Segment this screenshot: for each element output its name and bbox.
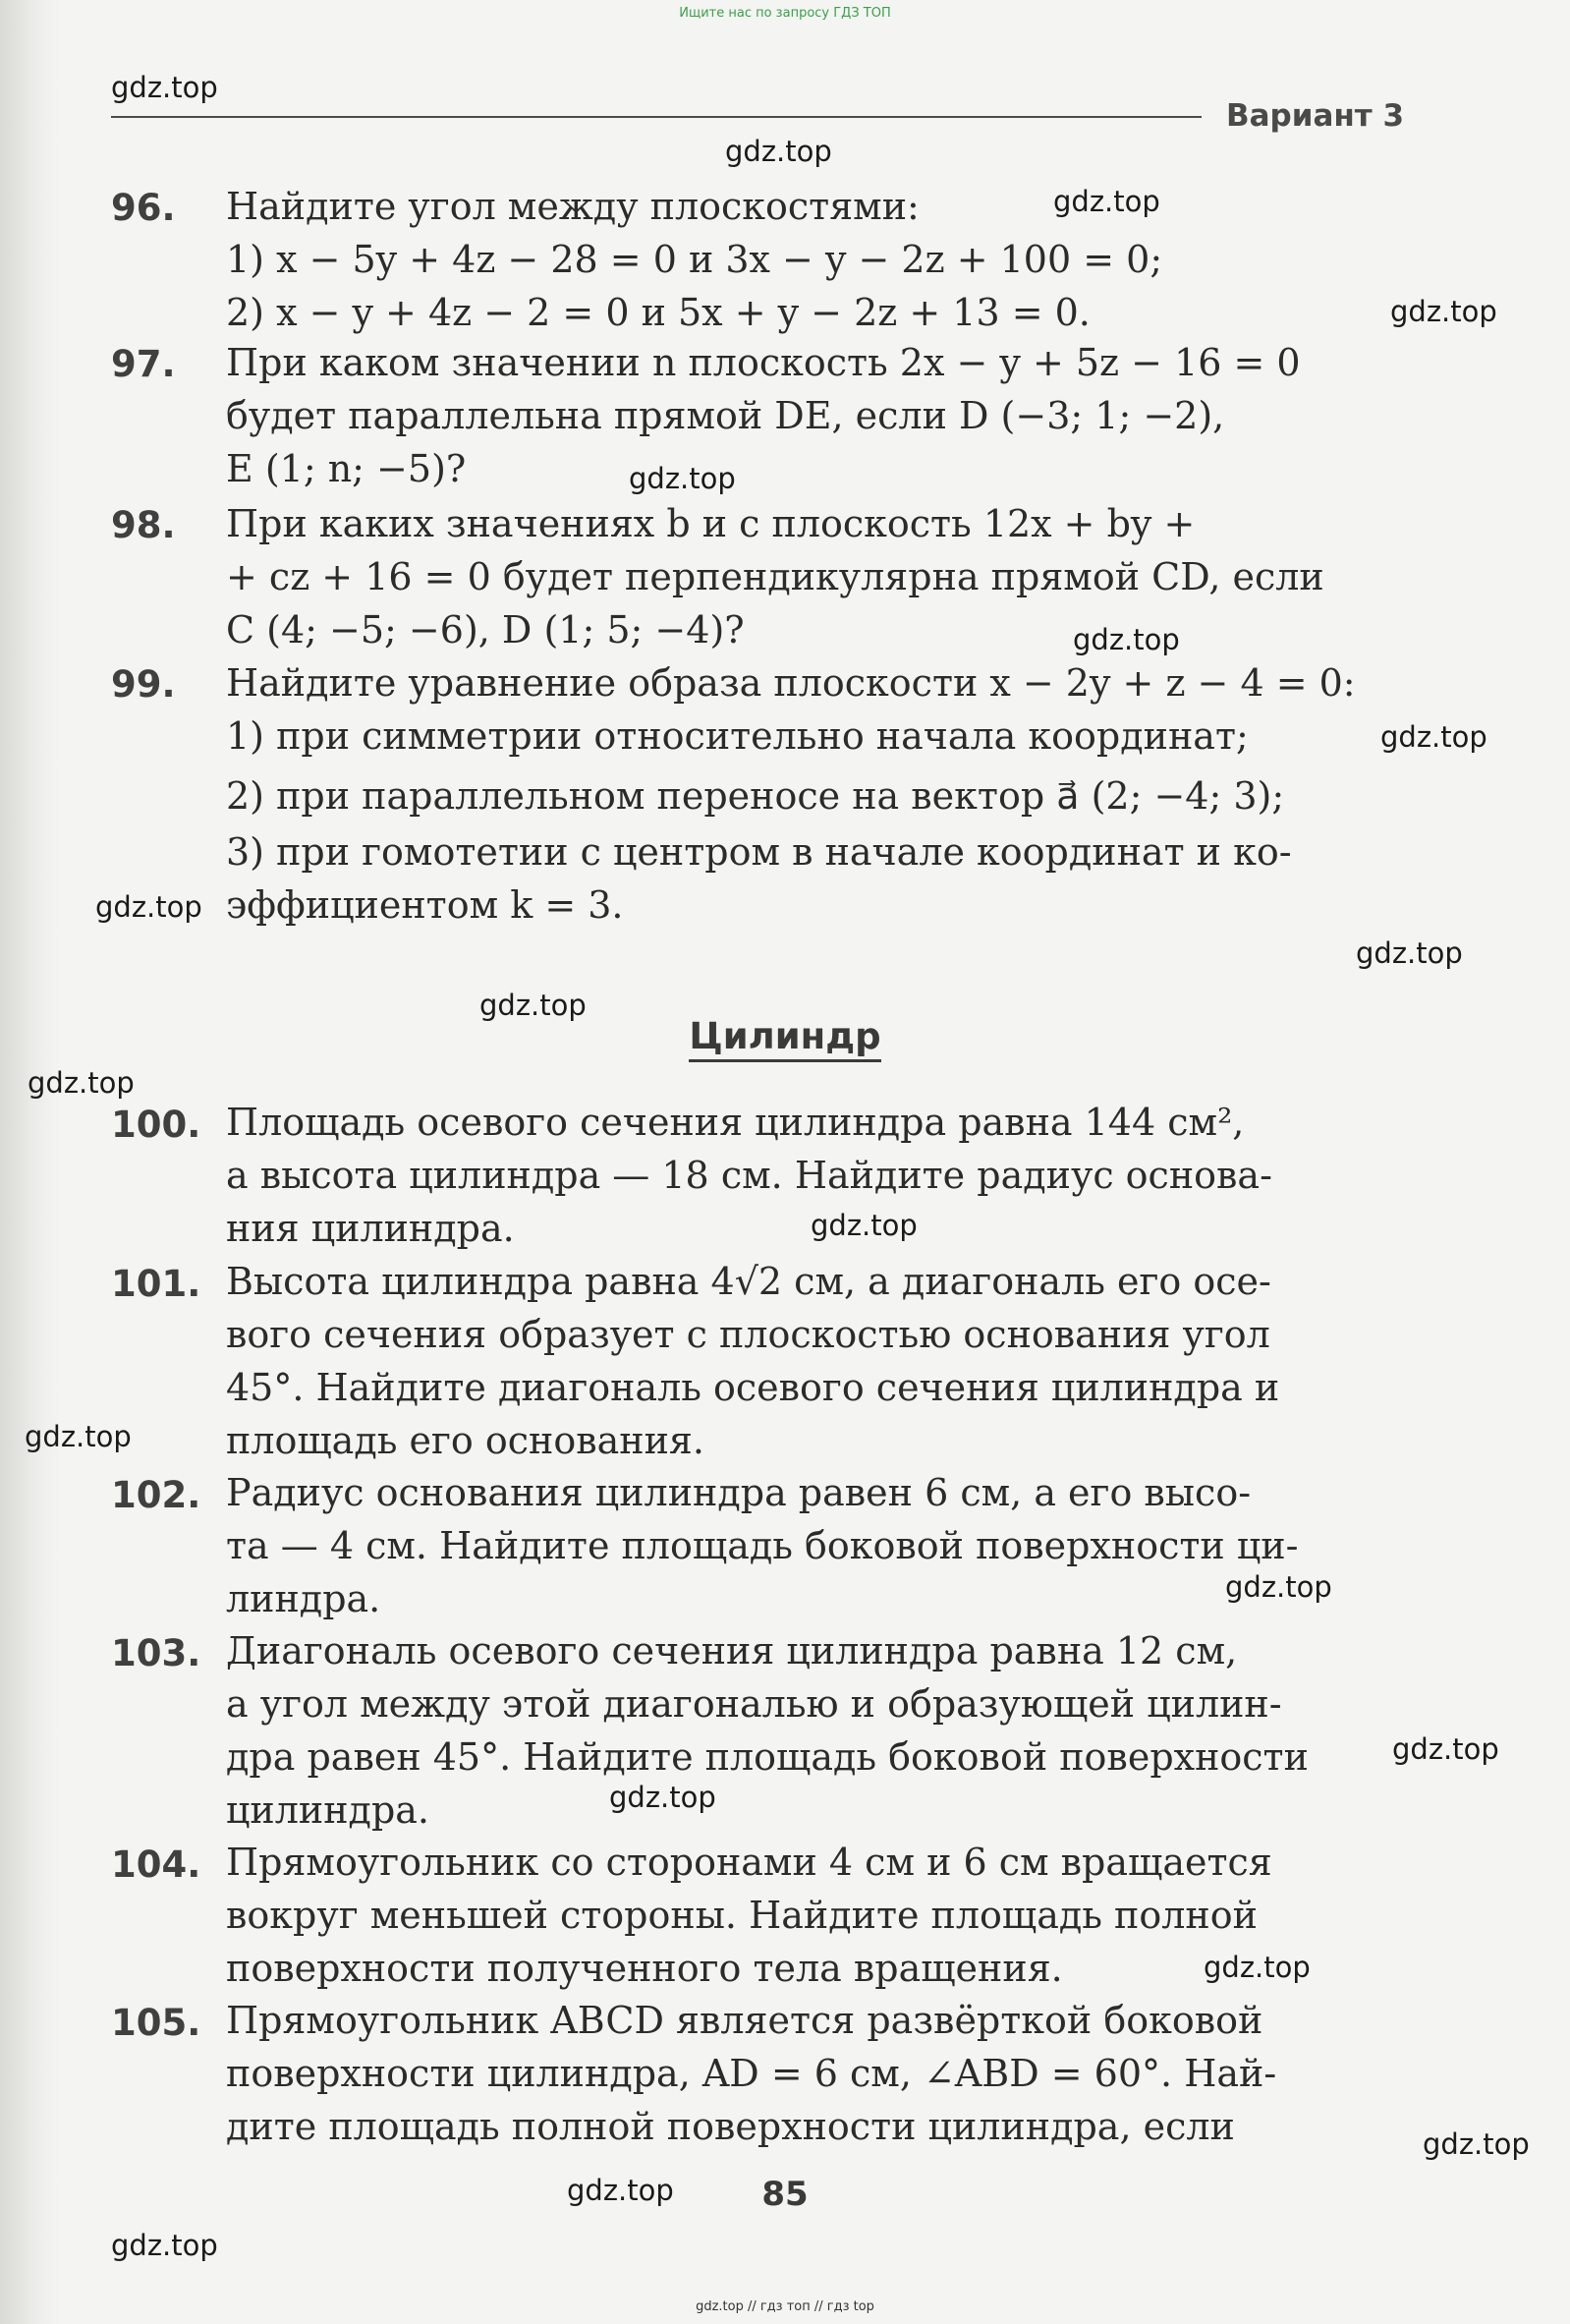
problem-number: 104. [111,1843,201,1886]
problem-line: Прямоугольник со сторонами 4 см и 6 см вращается [226,1841,1272,1884]
problem-line: та — 4 см. Найдите площадь боковой поверхности ци- [226,1524,1299,1567]
page-number: 85 [761,2175,809,2214]
problem-line: 1) при симметрии относительно начала координат; [226,714,1249,758]
problem-number: 96. [111,187,176,229]
problem-line: Площадь осевого сечения цилиндра равна 144 см², [226,1101,1245,1144]
problem-line: 2) при параллельном переносе на вектор a⃗ (2; −4; 3); [226,774,1285,818]
watermark: gdz.top [1204,1951,1311,1984]
problem-line: Найдите уравнение образа плоскости x − 2y + z − 4 = 0: [226,661,1356,705]
problem-number: 99. [111,663,176,706]
problem-line: линдра. [226,1577,381,1620]
watermark: gdz.top [95,890,202,924]
problem-number: 98. [111,504,176,546]
problem-line: + cz + 16 = 0 будет перпендикулярна прямой CD, если [226,555,1324,598]
problem-line: вокруг меньшей стороны. Найдите площадь полной [226,1894,1258,1937]
problem-line: 45°. Найдите диагональ осевого сечения цилиндра и [226,1366,1280,1409]
problem-line: а высота цилиндра — 18 см. Найдите радиус основа- [226,1154,1272,1197]
problem-number: 97. [111,343,176,385]
problem-line: Диагональ осевого сечения цилиндра равна 12 см, [226,1629,1238,1672]
watermark: gdz.top [111,71,218,104]
problem-line: 2) x − y + 4z − 2 = 0 и 5x + y − 2z + 13 = 0. [226,291,1091,334]
watermark: gdz.top [1392,1732,1499,1766]
watermark: gdz.top [811,1209,918,1242]
watermark: gdz.top [1073,623,1180,656]
problem-number: 101. [111,1263,201,1305]
problem-line: поверхности цилиндра, AD = 6 см, ∠ABD = 60°. Най- [226,2052,1277,2095]
problem-line: дите площадь полной поверхности цилиндра, если [226,2105,1235,2148]
problem-number: 103. [111,1632,201,1674]
problem-line: а угол между этой диагональю и образующей цилин- [226,1682,1282,1726]
problem-line: эффициентом k = 3. [226,883,624,927]
problem-line: Высота цилиндра равна 4√2 см, а диагональ его осе- [226,1260,1271,1303]
watermark: gdz.top [1053,185,1160,218]
bottom-note: gdz.top // гдз топ // гдз top [696,2299,874,2314]
watermark: gdz.top [1356,936,1463,970]
problem-line: вого сечения образует с плоскостью основания угол [226,1313,1270,1356]
problem-line: Найдите угол между плоскостями: [226,185,920,228]
page-edge-shadow [0,0,59,2324]
watermark: gdz.top [111,2229,218,2262]
watermark: gdz.top [1225,1570,1332,1604]
problem-line: При каком значении n плоскость 2x − y + 5z − 16 = 0 [226,341,1301,384]
problem-line: E (1; n; −5)? [226,447,467,490]
watermark: gdz.top [629,462,736,495]
watermark: gdz.top [28,1066,135,1100]
problem-line: При каких значениях b и c плоскость 12x + by + [226,502,1196,545]
problem-line: поверхности полученного тела вращения. [226,1947,1063,1990]
watermark: gdz.top [609,1781,716,1814]
problem-line: C (4; −5; −6), D (1; 5; −4)? [226,608,745,652]
header-rule [111,116,1202,118]
problem-line: будет параллельна прямой DE, если D (−3; 1; −2), [226,394,1225,437]
watermark: gdz.top [479,989,587,1022]
top-search-note: Ищите нас по запросу ГДЗ ТОП [679,6,891,21]
section-title [0,1015,1570,1057]
problem-number: 105. [111,2002,201,2044]
watermark: gdz.top [1423,2127,1530,2161]
section-title-text: Цилиндр [689,1015,880,1062]
watermark: gdz.top [25,1420,132,1453]
problem-line: дра равен 45°. Найдите площадь боковой поверхности [226,1735,1309,1779]
problem-line: площадь его основания. [226,1419,704,1462]
watermark: gdz.top [1380,720,1487,754]
problem-number: 100. [111,1104,201,1146]
problem-line: Прямоугольник ABCD является развёрткой боковой [226,1999,1263,2042]
problem-line: 1) x − 5y + 4z − 28 = 0 и 3x − y − 2z + 100 = 0; [226,238,1163,281]
watermark: gdz.top [725,135,832,168]
problem-line: Радиус основания цилиндра равен 6 см, а его высо- [226,1471,1252,1514]
problem-line: 3) при гомотетии с центром в начале координат и ко- [226,830,1292,874]
problem-line: ния цилиндра. [226,1207,515,1250]
watermark: gdz.top [567,2174,674,2207]
problem-number: 102. [111,1474,201,1516]
variant-label: Вариант 3 [1226,98,1405,134]
watermark: gdz.top [1390,295,1497,328]
problem-line: цилиндра. [226,1788,430,1832]
